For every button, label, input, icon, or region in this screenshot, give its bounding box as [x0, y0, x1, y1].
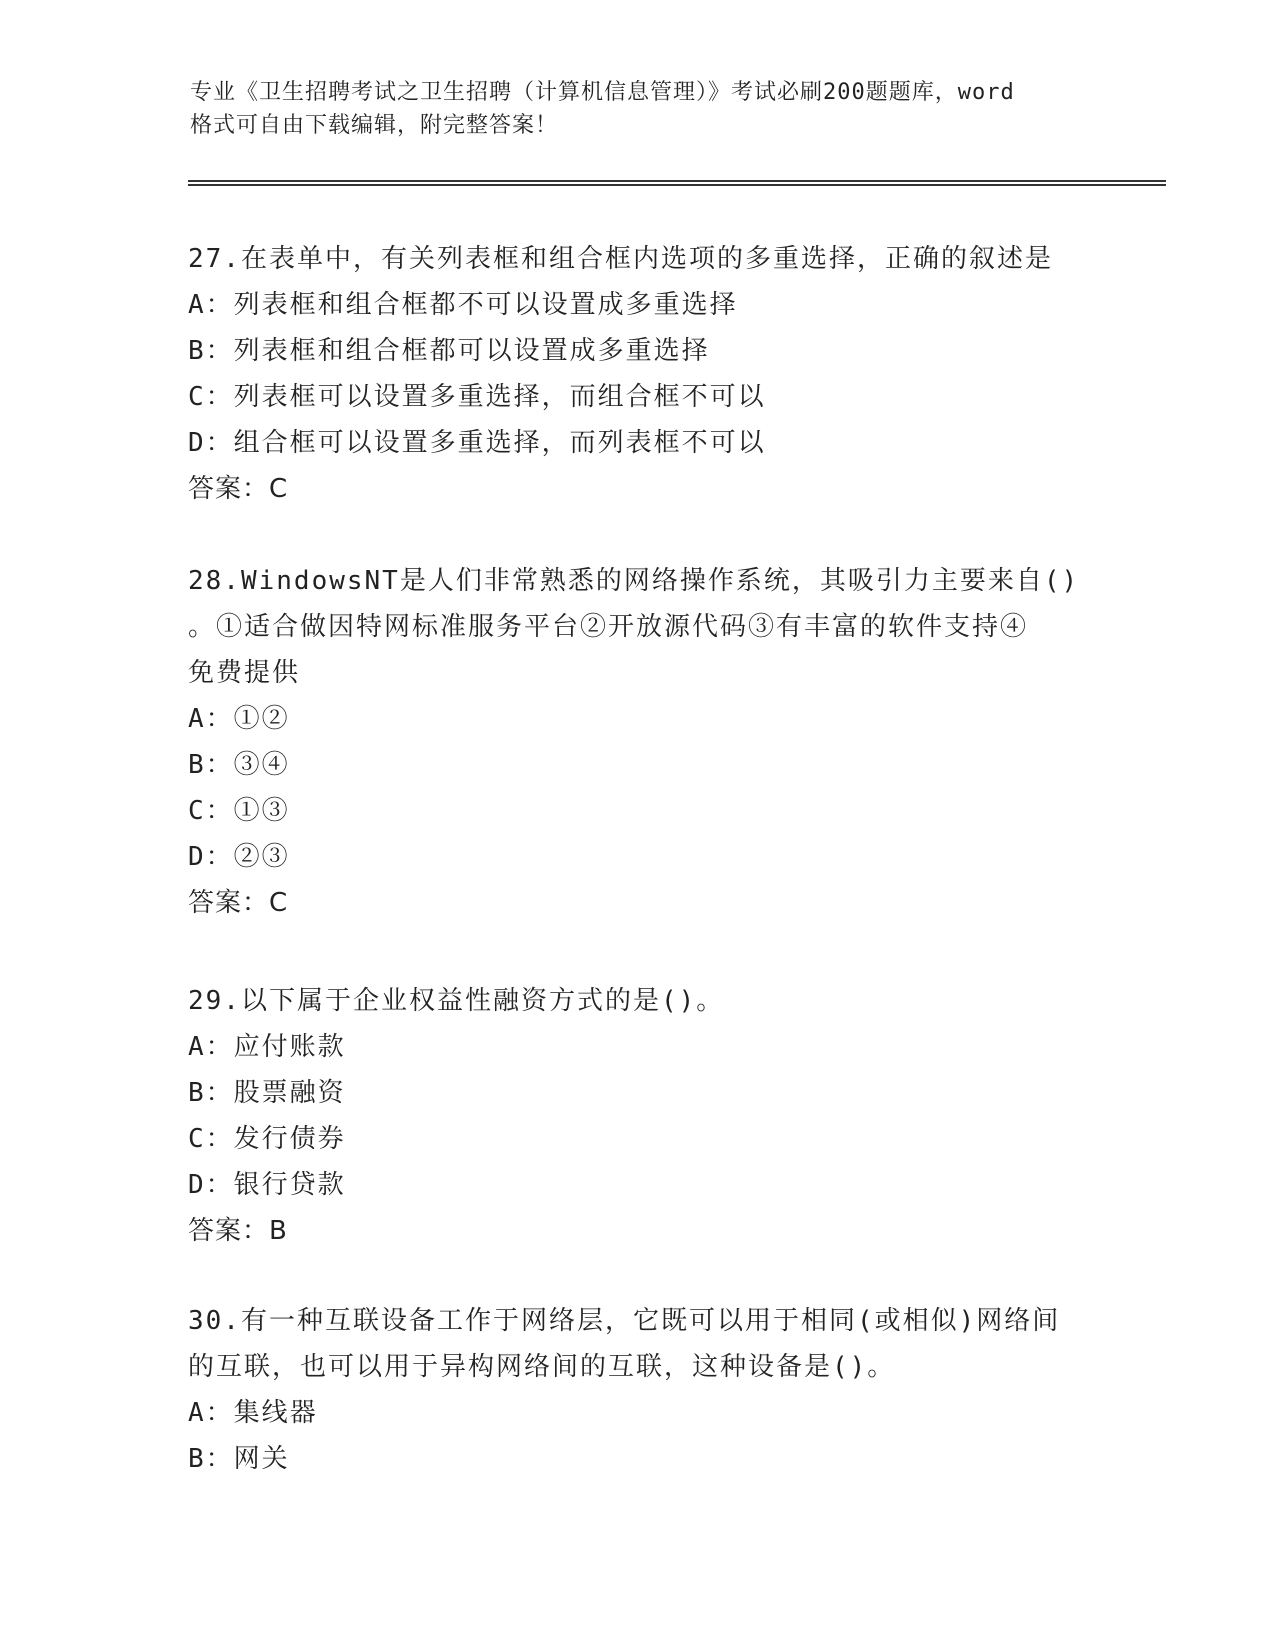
option-b: B：列表框和组合框都可以设置成多重选择	[188, 336, 710, 366]
question-28	[188, 558, 1088, 926]
option-b: B：③④	[188, 750, 290, 780]
option-a: A：①②	[188, 704, 290, 734]
option-b: B：网关	[188, 1444, 290, 1474]
question-30	[188, 1298, 1088, 1482]
question-stem: 27.在表单中，有关列表框和组合框内选项的多重选择，正确的叙述是	[188, 244, 1053, 274]
option-c: C：①③	[188, 796, 290, 826]
header-line-1: 专业《卫生招聘考试之卫生招聘（计算机信息管理）》考试必刷200题题库，word	[190, 80, 1015, 105]
answer: 答案：C	[188, 888, 289, 918]
option-d: D：②③	[188, 842, 290, 872]
document-header	[190, 76, 1090, 142]
question-stem: 。①适合做因特网标准服务平台②开放源代码③有丰富的软件支持④	[188, 612, 1029, 642]
header-line-2: 格式可自由下载编辑，附完整答案！	[190, 113, 559, 138]
option-d: D：银行贷款	[188, 1170, 346, 1200]
question-stem: 29.以下属于企业权益性融资方式的是()。	[188, 986, 725, 1016]
question-stem: 28.WindowsNT是人们非常熟悉的网络操作系统，其吸引力主要来自()	[188, 566, 1080, 596]
question-29	[188, 978, 1088, 1254]
question-27	[188, 236, 1088, 512]
question-stem: 30.有一种互联设备工作于网络层，它既可以用于相同(或相似)网络间	[188, 1306, 1061, 1336]
answer: 答案：B	[188, 1216, 288, 1246]
option-a: A：列表框和组合框都不可以设置成多重选择	[188, 290, 738, 320]
option-c: C：列表框可以设置多重选择，而组合框不可以	[188, 382, 766, 412]
header-divider-bottom	[188, 184, 1166, 186]
answer: 答案：C	[188, 474, 289, 504]
option-a: A：集线器	[188, 1398, 318, 1428]
option-b: B：股票融资	[188, 1078, 346, 1108]
option-c: C：发行债券	[188, 1124, 346, 1154]
header-divider-top	[188, 180, 1166, 182]
question-stem: 免费提供	[188, 658, 301, 688]
question-stem: 的互联，也可以用于异构网络间的互联，这种设备是()。	[188, 1352, 896, 1382]
option-a: A：应付账款	[188, 1032, 346, 1062]
option-d: D：组合框可以设置多重选择，而列表框不可以	[188, 428, 766, 458]
